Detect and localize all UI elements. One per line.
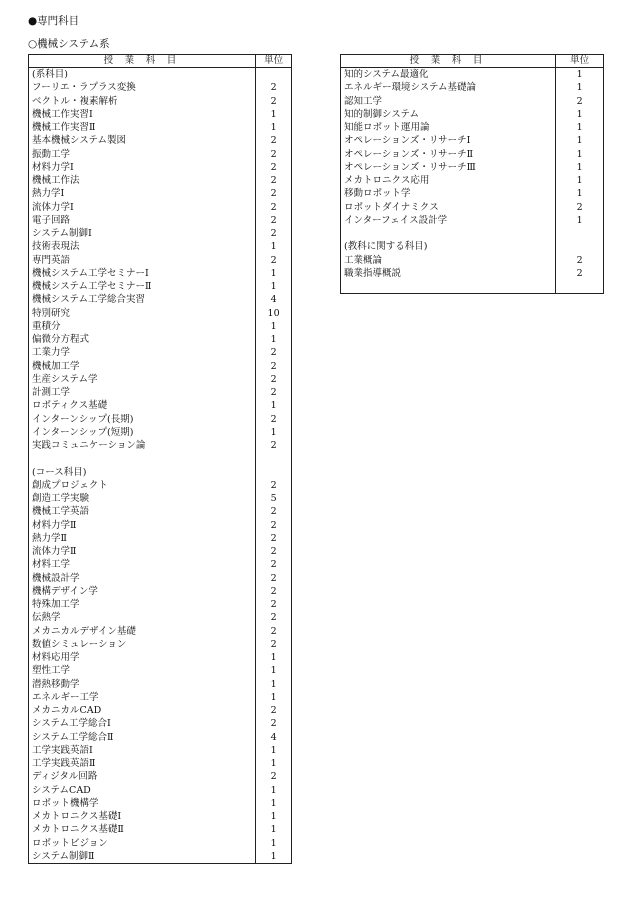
course-credits	[556, 227, 604, 240]
table-row	[341, 161, 604, 174]
table-row	[29, 598, 292, 611]
course-name: 実践コミュニケーション論	[29, 439, 256, 452]
right-course-table	[340, 54, 604, 294]
credits-column-header: 単位	[256, 55, 292, 68]
table-row	[29, 201, 292, 214]
course-name: 知的システム最適化	[341, 68, 556, 82]
course-name: システム制御Ⅱ	[29, 850, 256, 864]
course-credits: 2	[256, 373, 292, 386]
course-credits: 1	[256, 784, 292, 797]
table-row	[29, 744, 292, 757]
course-name: 流体力学Ⅰ	[29, 201, 256, 214]
course-name: 職業指導概説	[341, 267, 556, 280]
table-row	[29, 797, 292, 810]
course-credits: 2	[556, 254, 604, 267]
course-credits: 2	[256, 770, 292, 783]
course-name: 機械工作実習Ⅰ	[29, 108, 256, 121]
course-name: 移動ロボット学	[341, 187, 556, 200]
course-name: 工業概論	[341, 254, 556, 267]
course-credits: 1	[256, 280, 292, 293]
course-name: 機械システム工学総合実習	[29, 293, 256, 306]
course-credits: 2	[256, 625, 292, 638]
course-name: ロボティクス基礎	[29, 399, 256, 412]
table-row	[29, 837, 292, 850]
table-row	[29, 678, 292, 691]
table-row	[29, 810, 292, 823]
course-name: 材料力学Ⅰ	[29, 161, 256, 174]
table-row	[29, 108, 292, 121]
course-credits: 1	[556, 174, 604, 187]
table-row	[341, 267, 604, 280]
table-row	[29, 717, 292, 730]
course-name: (教科に関する科目)	[341, 240, 556, 253]
table-row	[29, 784, 292, 797]
table-row	[341, 240, 604, 253]
table-row	[29, 254, 292, 267]
course-credits: 1	[556, 81, 604, 94]
table-row	[29, 664, 292, 677]
course-credits: 5	[256, 492, 292, 505]
course-name: 機械システム工学セミナーⅡ	[29, 280, 256, 293]
course-credits	[256, 68, 292, 82]
course-credits: 2	[256, 360, 292, 373]
table-row	[29, 267, 292, 280]
course-name: ロボット機構学	[29, 797, 256, 810]
course-credits	[556, 280, 604, 294]
course-credits: 1	[256, 121, 292, 134]
course-credits: 2	[256, 532, 292, 545]
table-row	[29, 704, 292, 717]
table-row	[29, 452, 292, 465]
course-credits: 2	[256, 346, 292, 359]
table-row	[29, 81, 292, 94]
course-credits: 2	[256, 585, 292, 598]
table-row	[29, 479, 292, 492]
table-row	[341, 254, 604, 267]
course-credits: 2	[256, 174, 292, 187]
course-credits: 2	[256, 81, 292, 94]
course-credits: 2	[256, 572, 292, 585]
course-credits: 1	[256, 744, 292, 757]
course-name: メカトロニクス基礎Ⅱ	[29, 823, 256, 836]
table-row	[29, 187, 292, 200]
department-title: ○機械システム系	[28, 38, 110, 50]
course-credits: 1	[256, 108, 292, 121]
table-row	[29, 214, 292, 227]
course-name: システムCAD	[29, 784, 256, 797]
course-credits: 2	[256, 479, 292, 492]
table-row	[341, 95, 604, 108]
course-name: ロボットビジョン	[29, 837, 256, 850]
course-name: (系科目)	[29, 68, 256, 82]
course-credits	[256, 466, 292, 479]
course-credits: 1	[256, 797, 292, 810]
course-credits: 1	[556, 161, 604, 174]
course-name: 機械システム工学セミナーⅠ	[29, 267, 256, 280]
course-name: 知的制御システム	[341, 108, 556, 121]
table-row	[29, 545, 292, 558]
table-row	[29, 426, 292, 439]
course-credits: 1	[256, 837, 292, 850]
course-name	[341, 280, 556, 294]
course-name: 機械工作実習Ⅱ	[29, 121, 256, 134]
course-name: メカトロニクス応用	[341, 174, 556, 187]
course-name: 特別研究	[29, 307, 256, 320]
table-row	[29, 611, 292, 624]
course-name: システム工学総合Ⅰ	[29, 717, 256, 730]
course-credits: 1	[556, 148, 604, 161]
subject-column-header: 授 業 科 目	[29, 55, 256, 68]
course-name: 機械工作法	[29, 174, 256, 187]
course-credits: 1	[256, 320, 292, 333]
table-row	[29, 240, 292, 253]
course-credits	[256, 452, 292, 465]
table-row	[29, 333, 292, 346]
course-name: 技術表現法	[29, 240, 256, 253]
course-name: 特殊加工学	[29, 598, 256, 611]
table-row	[29, 413, 292, 426]
course-name: 専門英語	[29, 254, 256, 267]
course-name: インターフェイス設計学	[341, 214, 556, 227]
table-row	[29, 174, 292, 187]
course-name: メカトロニクス基礎Ⅰ	[29, 810, 256, 823]
table-header-row	[29, 55, 292, 68]
table-row	[29, 519, 292, 532]
course-name: (コース科目)	[29, 466, 256, 479]
course-name: 材料応用学	[29, 651, 256, 664]
course-credits: 2	[256, 598, 292, 611]
table-row	[29, 625, 292, 638]
course-name: 材料工学	[29, 558, 256, 571]
table-row	[29, 731, 292, 744]
table-row	[29, 68, 292, 82]
table-row	[29, 505, 292, 518]
course-name: 電子回路	[29, 214, 256, 227]
table-row	[29, 360, 292, 373]
course-name: メカニカルCAD	[29, 704, 256, 717]
course-name: ロボットダイナミクス	[341, 201, 556, 214]
table-row	[29, 293, 292, 306]
course-credits: 1	[256, 810, 292, 823]
course-name: 工業力学	[29, 346, 256, 359]
table-row	[29, 386, 292, 399]
course-name: 流体力学Ⅱ	[29, 545, 256, 558]
course-name	[29, 452, 256, 465]
left-table-body	[29, 68, 292, 864]
course-name: エネルギー工学	[29, 691, 256, 704]
course-name: 知能ロボット運用論	[341, 121, 556, 134]
table-row	[29, 95, 292, 108]
course-credits: 1	[256, 651, 292, 664]
course-credits: 1	[556, 214, 604, 227]
course-credits: 2	[256, 638, 292, 651]
course-name: 工学実践英語Ⅰ	[29, 744, 256, 757]
course-credits: 2	[556, 267, 604, 280]
course-name: 材料力学Ⅱ	[29, 519, 256, 532]
course-name	[341, 227, 556, 240]
course-credits: 10	[256, 307, 292, 320]
table-row	[341, 81, 604, 94]
table-row	[29, 770, 292, 783]
course-name: エネルギー環境システム基礎論	[341, 81, 556, 94]
credits-column-header: 単位	[556, 55, 604, 68]
course-name: オペレーションズ・リサーチⅠ	[341, 134, 556, 147]
course-name: ベクトル・複素解析	[29, 95, 256, 108]
course-name: 塑性工学	[29, 664, 256, 677]
table-row	[29, 227, 292, 240]
table-row	[29, 439, 292, 452]
course-name: 機械加工学	[29, 360, 256, 373]
table-row	[341, 148, 604, 161]
course-name: 創造工学実験	[29, 492, 256, 505]
course-name: システム制御Ⅰ	[29, 227, 256, 240]
course-name: 偏微分方程式	[29, 333, 256, 346]
table-row	[29, 691, 292, 704]
course-credits: 2	[256, 227, 292, 240]
course-name: 生産システム学	[29, 373, 256, 386]
course-credits: 1	[256, 333, 292, 346]
table-row	[341, 227, 604, 240]
course-credits: 2	[556, 201, 604, 214]
course-name: 基本機械システム製図	[29, 134, 256, 147]
table-row	[29, 532, 292, 545]
course-credits: 4	[256, 293, 292, 306]
course-name: 工学実践英語Ⅱ	[29, 757, 256, 770]
course-credits: 1	[256, 823, 292, 836]
course-name: ディジタル回路	[29, 770, 256, 783]
course-name: インターンシップ(短期)	[29, 426, 256, 439]
table-row	[341, 214, 604, 227]
course-name: 熱力学Ⅰ	[29, 187, 256, 200]
course-credits: 1	[256, 757, 292, 770]
course-credits: 1	[556, 68, 604, 82]
course-credits: 2	[256, 161, 292, 174]
table-row	[29, 134, 292, 147]
subject-column-header: 授 業 科 目	[341, 55, 556, 68]
course-credits: 1	[556, 134, 604, 147]
course-credits: 1	[256, 399, 292, 412]
course-credits: 2	[256, 201, 292, 214]
course-name: システム工学総合Ⅱ	[29, 731, 256, 744]
course-credits: 1	[256, 240, 292, 253]
table-row	[341, 280, 604, 294]
table-row	[341, 68, 604, 82]
table-row	[29, 850, 292, 864]
course-credits: 1	[256, 678, 292, 691]
table-row	[29, 373, 292, 386]
course-credits: 2	[256, 386, 292, 399]
course-credits: 2	[556, 95, 604, 108]
course-credits: 2	[256, 439, 292, 452]
course-credits: 2	[256, 519, 292, 532]
table-row	[341, 174, 604, 187]
table-row	[29, 757, 292, 770]
course-name: 数値シミュレーション	[29, 638, 256, 651]
table-row	[29, 121, 292, 134]
table-row	[341, 187, 604, 200]
course-credits: 2	[256, 148, 292, 161]
course-credits: 1	[556, 108, 604, 121]
table-row	[29, 651, 292, 664]
course-name: 創成プロジェクト	[29, 479, 256, 492]
course-credits: 2	[256, 704, 292, 717]
table-row	[29, 558, 292, 571]
table-row	[29, 320, 292, 333]
course-name: 機械工学英語	[29, 505, 256, 518]
table-row	[29, 466, 292, 479]
course-credits: 1	[256, 850, 292, 864]
table-row	[29, 572, 292, 585]
course-name: 熱力学Ⅱ	[29, 532, 256, 545]
course-name: 伝熱学	[29, 611, 256, 624]
table-row	[29, 823, 292, 836]
course-credits: 2	[256, 413, 292, 426]
course-credits: 2	[256, 717, 292, 730]
course-name: 振動工学	[29, 148, 256, 161]
course-credits: 2	[256, 214, 292, 227]
table-row	[29, 399, 292, 412]
table-header-row	[341, 55, 604, 68]
course-credits: 1	[256, 691, 292, 704]
table-row	[29, 307, 292, 320]
table-row	[341, 121, 604, 134]
course-credits: 2	[256, 611, 292, 624]
course-name: オペレーションズ・リサーチⅡ	[341, 148, 556, 161]
course-credits: 2	[256, 505, 292, 518]
course-credits: 1	[256, 426, 292, 439]
course-credits	[556, 240, 604, 253]
course-credits: 2	[256, 187, 292, 200]
course-credits: 2	[256, 95, 292, 108]
section-title: ●専門科目	[28, 15, 80, 27]
course-credits: 2	[256, 254, 292, 267]
table-row	[29, 280, 292, 293]
course-credits: 1	[256, 664, 292, 677]
course-name: オペレーションズ・リサーチⅢ	[341, 161, 556, 174]
course-credits: 1	[256, 267, 292, 280]
course-name: 認知工学	[341, 95, 556, 108]
course-credits: 1	[556, 121, 604, 134]
course-name: 重積分	[29, 320, 256, 333]
course-name: フーリエ・ラプラス変換	[29, 81, 256, 94]
table-row	[29, 492, 292, 505]
course-name: 潜熱移動学	[29, 678, 256, 691]
course-credits: 2	[256, 134, 292, 147]
course-name: 機械設計学	[29, 572, 256, 585]
table-row	[29, 161, 292, 174]
course-credits: 2	[256, 545, 292, 558]
table-row	[341, 134, 604, 147]
table-row	[29, 346, 292, 359]
left-course-table	[28, 54, 292, 864]
table-row	[29, 585, 292, 598]
course-name: 計測工学	[29, 386, 256, 399]
course-name: メカニカルデザイン基礎	[29, 625, 256, 638]
table-row	[341, 108, 604, 121]
table-row	[29, 148, 292, 161]
course-credits: 2	[256, 558, 292, 571]
table-row	[341, 201, 604, 214]
table-row	[29, 638, 292, 651]
course-credits: 1	[556, 187, 604, 200]
course-credits: 4	[256, 731, 292, 744]
right-table-body	[341, 68, 604, 294]
course-name: インターンシップ(長期)	[29, 413, 256, 426]
course-name: 機構デザイン学	[29, 585, 256, 598]
